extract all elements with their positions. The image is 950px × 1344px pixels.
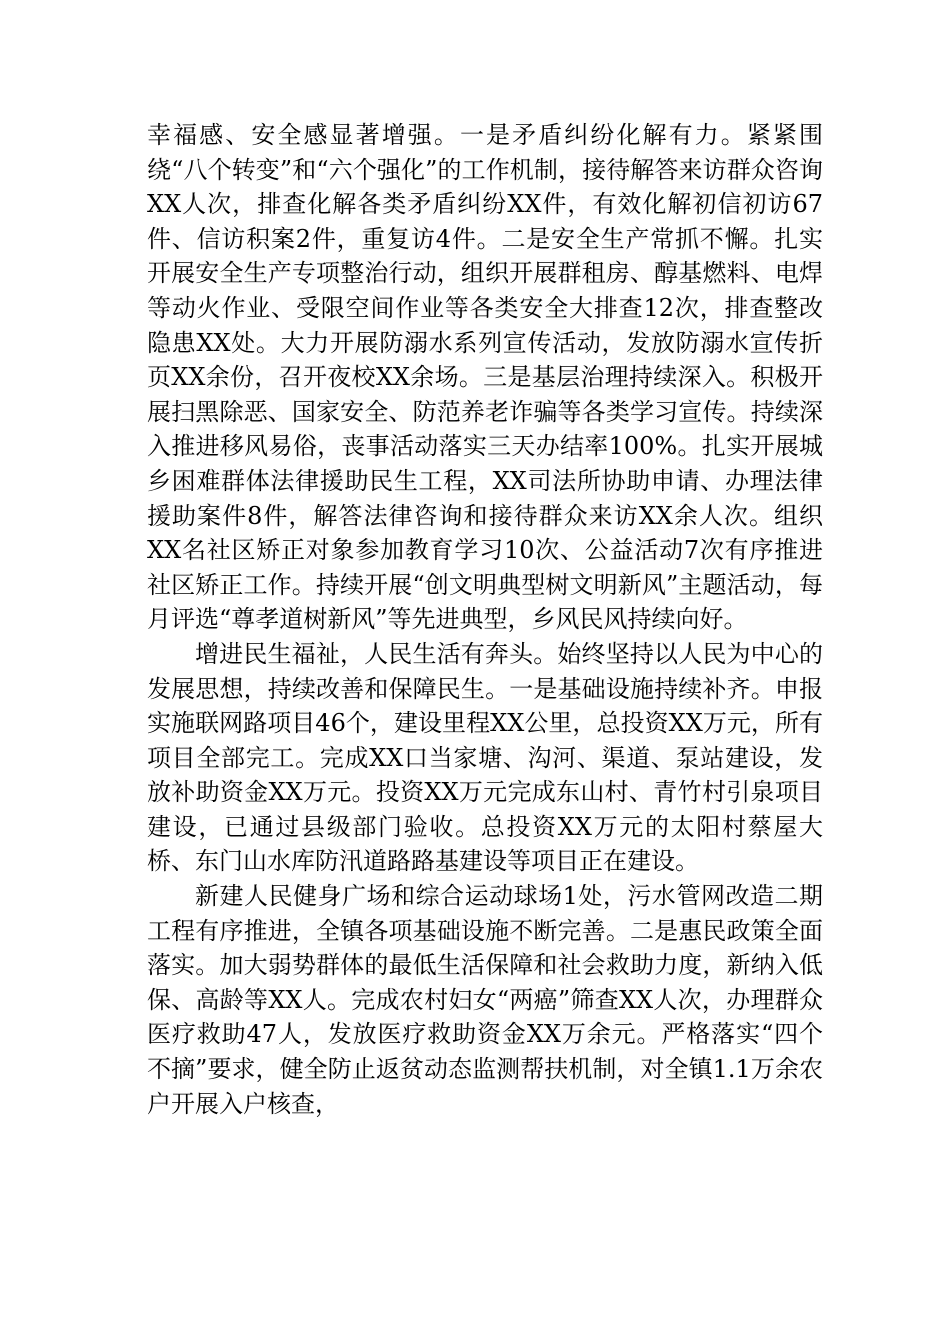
document-body <box>147 118 823 1121</box>
paragraph-safety-governance: 幸福感、安全感显著增强。一是矛盾纠纷化解有力。紧紧围绕“八个转变”和“六个强化”的工作机制，接待解答来访群众咨询XX人次，排查化解各类矛盾纠纷XX件，有效化解初信初访67件、信访积案2件，重复访4件。二是安全生产常抓不懈。扎实开展安全生产专项整治行动，组织开展群租房、醇基燃料、电焊等动火作业、受限空间作业等各类安全大排查12次，排查整改隐患XX处。大力开展防溺水系列宣传活动，发放防溺水宣传折页XX余份，召开夜校XX余场。三是基层治理持续深入。积极开展扫黑除恶、国家安全、防范养老诈骗等各类学习宣传。持续深入推进移风易俗，丧事活动落实三天办结率100%。扎实开展城乡困难群体法律援助民生工程，XX司法所协助申请、办理法律援助案件8件，解答法律咨询和接待群众来访XX余人次。组织XX名社区矫正对象参加教育学习10次、公益活动7次有序推进社区矫正工作。持续开展“创文明典型树文明新风”主题活动，每月评选“尊孝道树新风”等先进典型，乡风民风持续向好。 <box>147 121 823 634</box>
paragraph-infrastructure-policy: 新建人民健身广场和综合运动球场1处，污水管网改造二期工程有序推进，全镇各项基础设施不断完善。二是惠民政策全面落实。加大弱势群体的最低生活保障和社会救助力度，新纳入低保、高龄等XX人。完成农村妇女“两癌”筛查XX人次，办理群众医疗救助47人，发放医疗救助资金XX万余元。严格落实“四个不摘”要求，健全防止返贫动态监测帮扶机制，对全镇1.1万余农户开展入户核查， <box>147 882 823 1118</box>
paragraph-livelihood: 增进民生福祉，人民生活有奔头。始终坚持以人民为中心的发展思想，持续改善和保障民生。一是基础设施持续补齐。申报实施联网路项目46个，建设里程XX公里，总投资XX万元，所有项目全部完工。完成XX口当家塘、沟河、渠道、泵站建设，发放补助资金XX万元。投资XX万元完成东山村、青竹村引泉项目建设，已通过县级部门验收。总投资XX万元的太阳村蔡屋大桥、东门山水库防汛道路路基建设等项目正在建设。 <box>147 639 823 876</box>
